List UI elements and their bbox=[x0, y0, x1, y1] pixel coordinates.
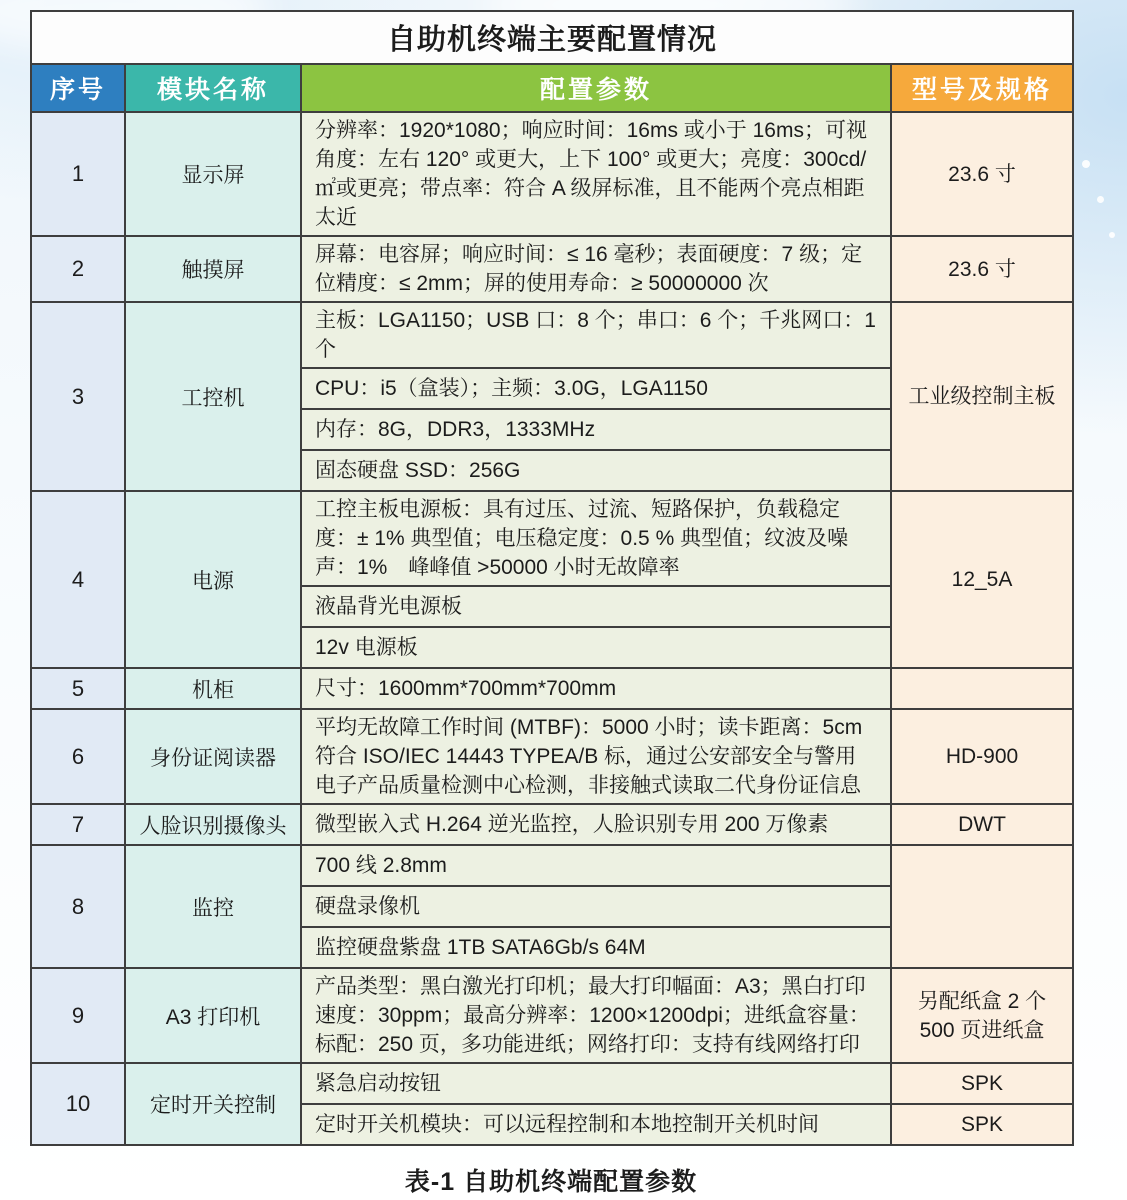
table-row bbox=[31, 236, 1073, 302]
table-row bbox=[31, 491, 1073, 586]
no-cell: 1 bbox=[31, 112, 125, 236]
model-cell: DWT bbox=[891, 804, 1073, 845]
no-cell: 5 bbox=[31, 668, 125, 709]
no-cell: 7 bbox=[31, 804, 125, 845]
module-cell: 机柜 bbox=[125, 668, 301, 709]
no-cell: 9 bbox=[31, 968, 125, 1063]
module-cell: 定时开关控制 bbox=[125, 1063, 301, 1145]
table-caption: 表-1 自助机终端配置参数 bbox=[404, 1168, 698, 1196]
param-cell: 700 线 2.8mm bbox=[301, 845, 891, 886]
param-cell: 产品类型：黑白激光打印机；最大打印幅面：A3；黑白打印速度：30ppm；最高分辨率：1200×1200dpi；进纸盒容量：标配：250 页，多功能进纸；网络打印：支持有线网络打印 bbox=[301, 968, 891, 1063]
table-row bbox=[31, 968, 1073, 1063]
module-cell: 触摸屏 bbox=[125, 236, 301, 302]
column-header-model: 型号及规格 bbox=[891, 64, 1073, 112]
param-cell: 尺寸：1600mm*700mm*700mm bbox=[301, 668, 891, 709]
param-cell: 监控硬盘紫盘 1TB SATA6Gb/s 64M bbox=[301, 927, 891, 968]
sparkle-dot bbox=[1109, 232, 1115, 238]
table-row bbox=[31, 1063, 1073, 1104]
model-cell: 23.6 寸 bbox=[891, 236, 1073, 302]
model-cell bbox=[891, 668, 1073, 709]
table-row bbox=[31, 302, 1073, 368]
model-cell: 12_5A bbox=[891, 491, 1073, 668]
param-cell: 微型嵌入式 H.264 逆光监控，人脸识别专用 200 万像素 bbox=[301, 804, 891, 845]
table-row bbox=[31, 709, 1073, 804]
no-cell: 8 bbox=[31, 845, 125, 968]
table-title: 自助机终端主要配置情况 bbox=[31, 11, 1073, 64]
module-cell: 显示屏 bbox=[125, 112, 301, 236]
config-table-body bbox=[31, 112, 1073, 1145]
model-cell: 工业级控制主板 bbox=[891, 302, 1073, 491]
param-cell: 液晶背光电源板 bbox=[301, 586, 891, 627]
no-cell: 2 bbox=[31, 236, 125, 302]
header-row bbox=[31, 64, 1073, 112]
no-cell: 10 bbox=[31, 1063, 125, 1145]
model-cell: 23.6 寸 bbox=[891, 112, 1073, 236]
param-cell: 主板：LGA1150；USB 口：8 个；串口：6 个；千兆网口：1 个 bbox=[301, 302, 891, 368]
table-row bbox=[31, 804, 1073, 845]
param-cell: 固态硬盘 SSD：256G bbox=[301, 450, 891, 491]
sparkle-dot bbox=[1097, 196, 1104, 203]
model-cell bbox=[891, 845, 1073, 968]
model-cell: 另配纸盒 2 个 500 页进纸盒 bbox=[891, 968, 1073, 1063]
module-cell: A3 打印机 bbox=[125, 968, 301, 1063]
table-row bbox=[31, 668, 1073, 709]
document-body bbox=[30, 10, 1072, 1198]
module-cell: 监控 bbox=[125, 845, 301, 968]
param-cell: CPU：i5（盒装）；主频：3.0G，LGA1150 bbox=[301, 368, 891, 409]
module-cell: 人脸识别摄像头 bbox=[125, 804, 301, 845]
param-cell: 硬盘录像机 bbox=[301, 886, 891, 927]
module-cell: 电源 bbox=[125, 491, 301, 668]
param-cell: 12v 电源板 bbox=[301, 627, 891, 668]
param-cell: 分辨率：1920*1080；响应时间：16ms 或小于 16ms；可视角度：左右 120° 或更大，上下 100° 或更大；亮度：300cd/ ㎡或更亮；带点率：符合 A 级屏标准，且不能两个亮点相距太近 bbox=[301, 112, 891, 236]
sparkle-dot bbox=[1082, 160, 1090, 168]
param-cell: 屏幕：电容屏；响应时间：≤ 16 毫秒；表面硬度：7 级；定位精度：≤ 2mm；屏的使用寿命：≥ 50000000 次 bbox=[301, 236, 891, 302]
no-cell: 3 bbox=[31, 302, 125, 491]
config-table bbox=[30, 10, 1074, 1146]
module-cell: 工控机 bbox=[125, 302, 301, 491]
column-header-params: 配置参数 bbox=[301, 64, 891, 112]
no-cell: 6 bbox=[31, 709, 125, 804]
no-cell: 4 bbox=[31, 491, 125, 668]
model-cell: SPK bbox=[891, 1104, 1073, 1145]
table-row bbox=[31, 845, 1073, 886]
param-cell: 工控主板电源板：具有过压、过流、短路保护，负载稳定度：± 1% 典型值；电压稳定度：0.5 % 典型值；纹波及噪声：1% 峰峰值 >50000 小时无故障率 bbox=[301, 491, 891, 586]
table-row bbox=[31, 112, 1073, 236]
module-cell: 身份证阅读器 bbox=[125, 709, 301, 804]
param-cell: 内存：8G，DDR3，1333MHz bbox=[301, 409, 891, 450]
column-header-module: 模块名称 bbox=[125, 64, 301, 112]
param-cell: 定时开关机模块：可以远程控制和本地控制开关机时间 bbox=[301, 1104, 891, 1145]
param-cell: 紧急启动按钮 bbox=[301, 1063, 891, 1104]
model-cell: HD-900 bbox=[891, 709, 1073, 804]
model-cell: SPK bbox=[891, 1063, 1073, 1104]
title-row bbox=[31, 11, 1073, 64]
param-cell: 平均无故障工作时间 (MTBF)：5000 小时；读卡距离：5cm 符合 ISO/IEC 14443 TYPEA/B 标，通过公安部安全与警用电子产品质量检测中心检测，非接触式读取二代身份证信息 bbox=[301, 709, 891, 804]
column-header-no: 序号 bbox=[31, 64, 125, 112]
